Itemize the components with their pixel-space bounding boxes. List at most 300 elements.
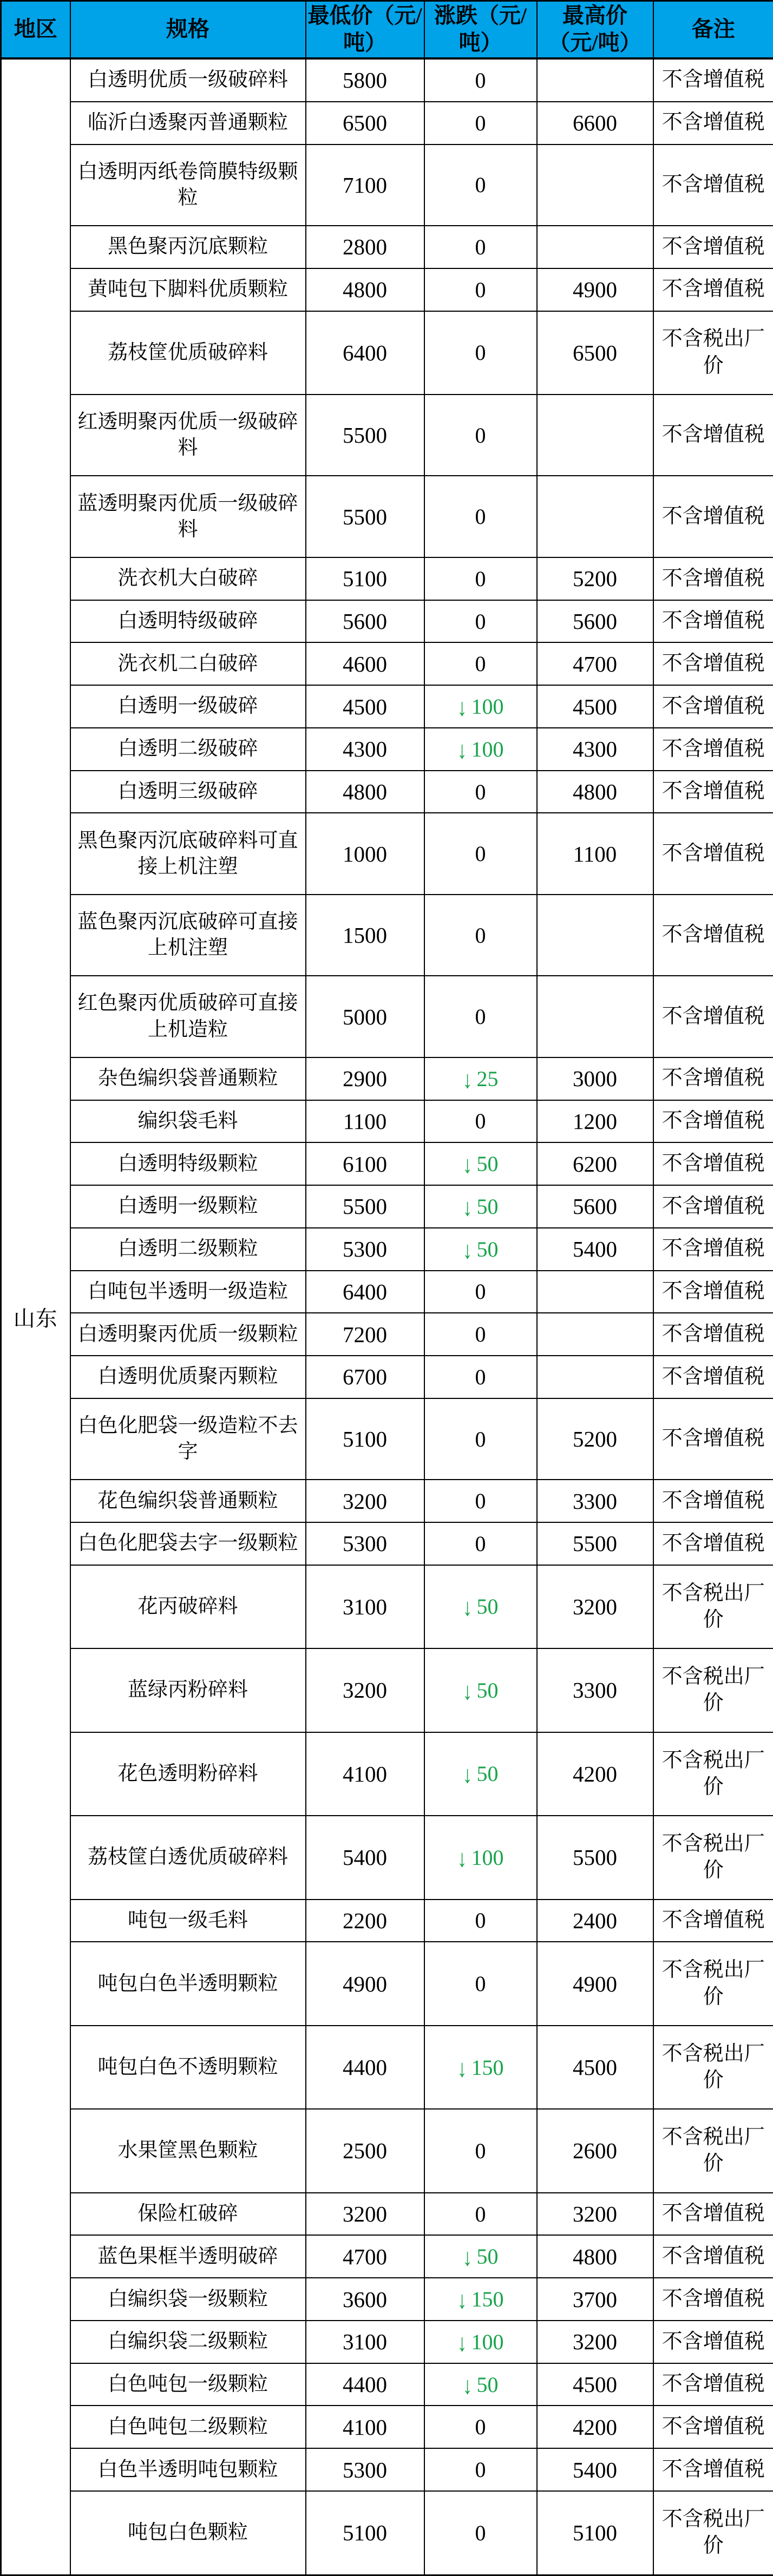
table-row xyxy=(1,1100,773,1143)
change-cell: 0 xyxy=(424,395,537,476)
table-row xyxy=(1,2491,773,2575)
table-row xyxy=(1,1185,773,1228)
table-row xyxy=(1,144,773,226)
price-drop-value: ↓ 100 xyxy=(457,1844,504,1872)
spec-cell: 白透明一级颗粒 xyxy=(70,1185,306,1228)
spec-cell: 蓝透明聚丙优质一级破碎料 xyxy=(70,476,306,557)
down-arrow-icon: ↓ xyxy=(462,2244,473,2271)
remark-cell: 不含增值税 xyxy=(653,557,773,600)
down-arrow-icon: ↓ xyxy=(462,1193,473,1221)
min-price-cell: 5500 xyxy=(306,395,424,476)
price-drop-value: ↓ 100 xyxy=(457,694,504,721)
spec-cell: 吨包白色不透明颗粒 xyxy=(70,2026,306,2109)
change-cell: 0 xyxy=(424,1313,537,1356)
table-row xyxy=(1,226,773,268)
max-price-cell: 4800 xyxy=(537,771,653,813)
max-price-cell: 5200 xyxy=(537,1398,653,1480)
change-cell: 0 xyxy=(424,2448,537,2491)
spec-cell: 红透明聚丙优质一级破碎料 xyxy=(70,395,306,476)
min-price-cell: 4500 xyxy=(306,685,424,728)
spec-cell: 白透明优质聚丙颗粒 xyxy=(70,1356,306,1398)
spec-cell: 吨包一级毛料 xyxy=(70,1900,306,1942)
min-price-cell: 5300 xyxy=(306,1228,424,1271)
max-price-cell xyxy=(537,144,653,226)
change-cell: 0 xyxy=(424,600,537,643)
change-cell xyxy=(424,1057,537,1100)
min-price-cell: 4600 xyxy=(306,642,424,685)
spec-cell: 花色编织袋普通颗粒 xyxy=(70,1480,306,1522)
table-row xyxy=(1,557,773,600)
table-row xyxy=(1,2109,773,2192)
spec-cell: 编织袋毛料 xyxy=(70,1100,306,1143)
change-cell: 0 xyxy=(424,1100,537,1143)
remark-cell: 不含税出厂价 xyxy=(653,2491,773,2575)
header-region: 地区 xyxy=(1,1,70,58)
remark-cell: 不含增值税 xyxy=(653,1228,773,1271)
min-price-cell: 4100 xyxy=(306,1732,424,1816)
table-row xyxy=(1,1900,773,1942)
min-price-cell: 3200 xyxy=(306,2193,424,2236)
spec-cell: 杂色编织袋普通颗粒 xyxy=(70,1057,306,1100)
header-remark: 备注 xyxy=(653,1,773,58)
min-price-cell: 5500 xyxy=(306,1185,424,1228)
remark-cell: 不含增值税 xyxy=(653,1100,773,1143)
remark-cell: 不含增值税 xyxy=(653,2406,773,2448)
change-cell xyxy=(424,685,537,728)
max-price-cell: 5100 xyxy=(537,2491,653,2575)
down-arrow-icon: ↓ xyxy=(457,2286,467,2314)
table-row xyxy=(1,771,773,813)
spec-cell: 白色化肥袋一级造粒不去字 xyxy=(70,1398,306,1480)
remark-cell: 不含税出厂价 xyxy=(653,311,773,395)
max-price-cell: 3700 xyxy=(537,2278,653,2321)
min-price-cell: 5300 xyxy=(306,1522,424,1565)
remark-cell: 不含税出厂价 xyxy=(653,2109,773,2192)
table-row xyxy=(1,2363,773,2406)
spec-cell: 白透明二级颗粒 xyxy=(70,1228,306,1271)
max-price-cell: 3000 xyxy=(537,1057,653,1100)
spec-cell: 荔枝筐优质破碎料 xyxy=(70,311,306,395)
max-price-cell: 1200 xyxy=(537,1100,653,1143)
change-cell: 0 xyxy=(424,2491,537,2575)
change-cell: 0 xyxy=(424,642,537,685)
change-cell: 0 xyxy=(424,557,537,600)
remark-cell: 不含增值税 xyxy=(653,1522,773,1565)
min-price-cell: 3200 xyxy=(306,1480,424,1522)
min-price-cell: 5300 xyxy=(306,2448,424,2491)
min-price-cell: 6400 xyxy=(306,1271,424,1313)
table-row xyxy=(1,311,773,395)
table-row xyxy=(1,2448,773,2491)
max-price-cell: 3300 xyxy=(537,1648,653,1732)
table-row xyxy=(1,1648,773,1732)
table-row xyxy=(1,1942,773,2025)
spec-cell: 水果筐黑色颗粒 xyxy=(70,2109,306,2192)
table-row xyxy=(1,58,773,102)
spec-cell: 吨包白色颗粒 xyxy=(70,2491,306,2575)
remark-cell: 不含增值税 xyxy=(653,2448,773,2491)
change-cell: 0 xyxy=(424,476,537,557)
remark-cell: 不含增值税 xyxy=(653,600,773,643)
spec-cell: 白透明特级破碎 xyxy=(70,600,306,643)
change-cell xyxy=(424,2321,537,2363)
min-price-cell: 4300 xyxy=(306,728,424,771)
change-cell xyxy=(424,2363,537,2406)
remark-cell: 不含增值税 xyxy=(653,2193,773,2236)
remark-cell: 不含税出厂价 xyxy=(653,1942,773,2025)
price-drop-value: ↓ 150 xyxy=(457,2286,504,2314)
spec-cell: 白吨包半透明一级造粒 xyxy=(70,1271,306,1313)
remark-cell: 不含增值税 xyxy=(653,728,773,771)
remark-cell: 不含增值税 xyxy=(653,2321,773,2363)
max-price-cell xyxy=(537,1356,653,1398)
min-price-cell: 5100 xyxy=(306,2491,424,2575)
change-cell: 0 xyxy=(424,2193,537,2236)
change-cell: 0 xyxy=(424,2109,537,2192)
max-price-cell: 4300 xyxy=(537,728,653,771)
down-arrow-icon: ↓ xyxy=(457,2329,467,2356)
min-price-cell: 2200 xyxy=(306,1900,424,1942)
table-row xyxy=(1,2235,773,2278)
spec-cell: 保险杠破碎 xyxy=(70,2193,306,2236)
max-price-cell: 4800 xyxy=(537,2235,653,2278)
remark-cell: 不含增值税 xyxy=(653,642,773,685)
spec-cell: 白透明三级破碎 xyxy=(70,771,306,813)
change-cell: 0 xyxy=(424,1480,537,1522)
spec-cell: 荔枝筐白透优质破碎料 xyxy=(70,1816,306,1899)
spec-cell: 花丙破碎料 xyxy=(70,1565,306,1648)
table-row xyxy=(1,1228,773,1271)
down-arrow-icon: ↓ xyxy=(457,2054,467,2082)
price-drop-value: ↓ 50 xyxy=(462,2371,499,2399)
header-change: 涨跌（元/吨） xyxy=(424,1,537,58)
table-row xyxy=(1,2321,773,2363)
max-price-cell: 5500 xyxy=(537,1816,653,1899)
max-price-cell xyxy=(537,1313,653,1356)
price-drop-value: ↓ 100 xyxy=(457,2329,504,2356)
min-price-cell: 3200 xyxy=(306,1648,424,1732)
table-row xyxy=(1,1271,773,1313)
table-row xyxy=(1,685,773,728)
spec-cell: 黑色聚丙沉底颗粒 xyxy=(70,226,306,268)
max-price-cell: 1100 xyxy=(537,813,653,894)
price-drop-value: ↓ 50 xyxy=(462,1236,499,1264)
remark-cell: 不含税出厂价 xyxy=(653,1648,773,1732)
max-price-cell xyxy=(537,476,653,557)
max-price-cell: 4500 xyxy=(537,2026,653,2109)
price-drop-value: ↓ 50 xyxy=(462,1761,499,1789)
max-price-cell: 3200 xyxy=(537,1565,653,1648)
change-cell xyxy=(424,2278,537,2321)
table-row xyxy=(1,268,773,311)
max-price-cell: 5200 xyxy=(537,557,653,600)
down-arrow-icon: ↓ xyxy=(462,1236,473,1264)
remark-cell: 不含增值税 xyxy=(653,1057,773,1100)
change-cell: 0 xyxy=(424,1398,537,1480)
table-row xyxy=(1,1356,773,1398)
change-cell: 0 xyxy=(424,2406,537,2448)
spec-cell: 白色吨包一级颗粒 xyxy=(70,2363,306,2406)
spec-cell: 白透明优质一级破碎料 xyxy=(70,58,306,102)
down-arrow-icon: ↓ xyxy=(457,1844,467,1872)
spec-cell: 白透明特级颗粒 xyxy=(70,1142,306,1185)
min-price-cell: 2900 xyxy=(306,1057,424,1100)
table-row xyxy=(1,1142,773,1185)
max-price-cell: 3200 xyxy=(537,2193,653,2236)
table-row xyxy=(1,1565,773,1648)
down-arrow-icon: ↓ xyxy=(462,1761,473,1789)
price-drop-value: ↓ 25 xyxy=(462,1066,499,1093)
max-price-cell xyxy=(537,226,653,268)
table-row xyxy=(1,600,773,643)
table-row xyxy=(1,895,773,976)
remark-cell: 不含增值税 xyxy=(653,144,773,226)
spec-cell: 红色聚丙优质破碎可直接上机造粒 xyxy=(70,976,306,1057)
spec-cell: 蓝色聚丙沉底破碎可直接上机注塑 xyxy=(70,895,306,976)
change-cell: 0 xyxy=(424,813,537,894)
max-price-cell: 4900 xyxy=(537,1942,653,2025)
remark-cell: 不含税出厂价 xyxy=(653,1816,773,1899)
change-cell: 0 xyxy=(424,976,537,1057)
price-drop-value: ↓ 50 xyxy=(462,1677,499,1705)
table-row xyxy=(1,1480,773,1522)
min-price-cell: 6500 xyxy=(306,102,424,144)
max-price-cell: 2600 xyxy=(537,2109,653,2192)
change-cell: 0 xyxy=(424,1522,537,1565)
change-cell: 0 xyxy=(424,1356,537,1398)
remark-cell: 不含增值税 xyxy=(653,2278,773,2321)
down-arrow-icon: ↓ xyxy=(462,1677,473,1705)
spec-cell: 黄吨包下脚料优质颗粒 xyxy=(70,268,306,311)
table-row xyxy=(1,2278,773,2321)
max-price-cell: 4200 xyxy=(537,1732,653,1816)
remark-cell: 不含增值税 xyxy=(653,2363,773,2406)
change-cell: 0 xyxy=(424,144,537,226)
remark-cell: 不含增值税 xyxy=(653,2235,773,2278)
min-price-cell: 4400 xyxy=(306,2363,424,2406)
change-cell xyxy=(424,1142,537,1185)
spec-cell: 蓝色果框半透明破碎 xyxy=(70,2235,306,2278)
min-price-cell: 4700 xyxy=(306,2235,424,2278)
max-price-cell: 5600 xyxy=(537,600,653,643)
price-drop-value: ↓ 50 xyxy=(462,1594,499,1621)
min-price-cell: 4800 xyxy=(306,268,424,311)
min-price-cell: 1100 xyxy=(306,1100,424,1143)
remark-cell: 不含增值税 xyxy=(653,268,773,311)
table-row xyxy=(1,1398,773,1480)
table-row xyxy=(1,1057,773,1100)
remark-cell: 不含增值税 xyxy=(653,1142,773,1185)
remark-cell: 不含增值税 xyxy=(653,102,773,144)
remark-cell: 不含增值税 xyxy=(653,1185,773,1228)
spec-cell: 白透明二级破碎 xyxy=(70,728,306,771)
spec-cell: 白编织袋二级颗粒 xyxy=(70,2321,306,2363)
table-row xyxy=(1,813,773,894)
spec-cell: 黑色聚丙沉底破碎料可直接上机注塑 xyxy=(70,813,306,894)
remark-cell: 不含税出厂价 xyxy=(653,2026,773,2109)
change-cell xyxy=(424,1648,537,1732)
min-price-cell: 1500 xyxy=(306,895,424,976)
min-price-cell: 5100 xyxy=(306,1398,424,1480)
max-price-cell: 4900 xyxy=(537,268,653,311)
down-arrow-icon: ↓ xyxy=(457,736,467,764)
min-price-cell: 4900 xyxy=(306,1942,424,2025)
min-price-cell: 3100 xyxy=(306,2321,424,2363)
price-table-body xyxy=(1,58,773,2575)
remark-cell: 不含增值税 xyxy=(653,1271,773,1313)
max-price-cell: 5400 xyxy=(537,1228,653,1271)
remark-cell: 不含增值税 xyxy=(653,813,773,894)
down-arrow-icon: ↓ xyxy=(462,1151,473,1179)
spec-cell: 花色透明粉碎料 xyxy=(70,1732,306,1816)
max-price-cell: 4700 xyxy=(537,642,653,685)
min-price-cell: 3600 xyxy=(306,2278,424,2321)
change-cell: 0 xyxy=(424,1900,537,1942)
remark-cell: 不含增值税 xyxy=(653,1313,773,1356)
remark-cell: 不含增值税 xyxy=(653,1398,773,1480)
min-price-cell: 3100 xyxy=(306,1565,424,1648)
max-price-cell: 6600 xyxy=(537,102,653,144)
remark-cell: 不含增值税 xyxy=(653,1480,773,1522)
table-row xyxy=(1,728,773,771)
remark-cell: 不含税出厂价 xyxy=(653,1732,773,1816)
change-cell xyxy=(424,728,537,771)
change-cell: 0 xyxy=(424,268,537,311)
max-price-cell xyxy=(537,58,653,102)
header-max-price: 最高价（元/吨） xyxy=(537,1,653,58)
table-row xyxy=(1,395,773,476)
remark-cell: 不含增值税 xyxy=(653,895,773,976)
spec-cell: 白编织袋一级颗粒 xyxy=(70,2278,306,2321)
price-drop-value: ↓ 100 xyxy=(457,736,504,764)
max-price-cell: 4500 xyxy=(537,2363,653,2406)
remark-cell: 不含增值税 xyxy=(653,395,773,476)
max-price-cell xyxy=(537,976,653,1057)
min-price-cell: 5500 xyxy=(306,476,424,557)
change-cell xyxy=(424,2026,537,2109)
spec-cell: 白色吨包二级颗粒 xyxy=(70,2406,306,2448)
min-price-cell: 7200 xyxy=(306,1313,424,1356)
min-price-cell: 1000 xyxy=(306,813,424,894)
change-cell: 0 xyxy=(424,771,537,813)
max-price-cell xyxy=(537,395,653,476)
down-arrow-icon: ↓ xyxy=(462,1594,473,1621)
min-price-cell: 2500 xyxy=(306,2109,424,2192)
region-cell: 山东 xyxy=(1,58,70,2575)
price-drop-value: ↓ 50 xyxy=(462,1193,499,1221)
down-arrow-icon: ↓ xyxy=(457,694,467,721)
remark-cell: 不含增值税 xyxy=(653,685,773,728)
spec-cell: 白透明聚丙优质一级颗粒 xyxy=(70,1313,306,1356)
min-price-cell: 5600 xyxy=(306,600,424,643)
change-cell xyxy=(424,2235,537,2278)
price-table-header xyxy=(1,1,773,58)
table-row xyxy=(1,1313,773,1356)
table-row xyxy=(1,1816,773,1899)
min-price-cell: 2800 xyxy=(306,226,424,268)
spec-cell: 白透明一级破碎 xyxy=(70,685,306,728)
change-cell xyxy=(424,1732,537,1816)
max-price-cell: 2400 xyxy=(537,1900,653,1942)
spec-cell: 洗衣机大白破碎 xyxy=(70,557,306,600)
price-drop-value: ↓ 50 xyxy=(462,1151,499,1179)
max-price-cell: 6500 xyxy=(537,311,653,395)
remark-cell: 不含增值税 xyxy=(653,1900,773,1942)
min-price-cell: 6100 xyxy=(306,1142,424,1185)
max-price-cell xyxy=(537,895,653,976)
min-price-cell: 7100 xyxy=(306,144,424,226)
min-price-cell: 6700 xyxy=(306,1356,424,1398)
change-cell: 0 xyxy=(424,226,537,268)
max-price-cell: 6200 xyxy=(537,1142,653,1185)
change-cell: 0 xyxy=(424,58,537,102)
max-price-cell: 4500 xyxy=(537,685,653,728)
min-price-cell: 4400 xyxy=(306,2026,424,2109)
min-price-cell: 5800 xyxy=(306,58,424,102)
remark-cell: 不含增值税 xyxy=(653,1356,773,1398)
change-cell xyxy=(424,1816,537,1899)
table-row xyxy=(1,2193,773,2236)
change-cell: 0 xyxy=(424,1271,537,1313)
min-price-cell: 4800 xyxy=(306,771,424,813)
table-row xyxy=(1,976,773,1057)
table-row xyxy=(1,476,773,557)
remark-cell: 不含增值税 xyxy=(653,771,773,813)
price-drop-value: ↓ 50 xyxy=(462,2244,499,2271)
remark-cell: 不含增值税 xyxy=(653,476,773,557)
max-price-cell: 3200 xyxy=(537,2321,653,2363)
table-row xyxy=(1,642,773,685)
table-row xyxy=(1,2406,773,2448)
header-min-price: 最低价（元/吨） xyxy=(306,1,424,58)
down-arrow-icon: ↓ xyxy=(462,1066,473,1093)
min-price-cell: 6400 xyxy=(306,311,424,395)
spec-cell: 白透明丙纸卷筒膜特级颗粒 xyxy=(70,144,306,226)
spec-cell: 洗衣机二白破碎 xyxy=(70,642,306,685)
max-price-cell: 3300 xyxy=(537,1480,653,1522)
change-cell: 0 xyxy=(424,311,537,395)
table-row xyxy=(1,1522,773,1565)
change-cell xyxy=(424,1185,537,1228)
change-cell xyxy=(424,1228,537,1271)
remark-cell: 不含增值税 xyxy=(653,226,773,268)
spec-cell: 白色化肥袋去字一级颗粒 xyxy=(70,1522,306,1565)
spec-cell: 吨包白色半透明颗粒 xyxy=(70,1942,306,2025)
max-price-cell: 5500 xyxy=(537,1522,653,1565)
spec-cell: 临沂白透聚丙普通颗粒 xyxy=(70,102,306,144)
min-price-cell: 5400 xyxy=(306,1816,424,1899)
min-price-cell: 5100 xyxy=(306,557,424,600)
max-price-cell: 5600 xyxy=(537,1185,653,1228)
min-price-cell: 4100 xyxy=(306,2406,424,2448)
max-price-cell xyxy=(537,1271,653,1313)
remark-cell: 不含增值税 xyxy=(653,58,773,102)
table-row xyxy=(1,2026,773,2109)
change-cell xyxy=(424,1565,537,1648)
change-cell: 0 xyxy=(424,1942,537,2025)
header-row xyxy=(1,1,773,58)
change-cell: 0 xyxy=(424,895,537,976)
spec-cell: 白色半透明吨包颗粒 xyxy=(70,2448,306,2491)
price-drop-value: ↓ 150 xyxy=(457,2054,504,2082)
change-cell: 0 xyxy=(424,102,537,144)
max-price-cell: 5400 xyxy=(537,2448,653,2491)
header-spec: 规格 xyxy=(70,1,306,58)
down-arrow-icon: ↓ xyxy=(462,2371,473,2399)
table-row xyxy=(1,102,773,144)
remark-cell: 不含增值税 xyxy=(653,976,773,1057)
table-row xyxy=(1,1732,773,1816)
